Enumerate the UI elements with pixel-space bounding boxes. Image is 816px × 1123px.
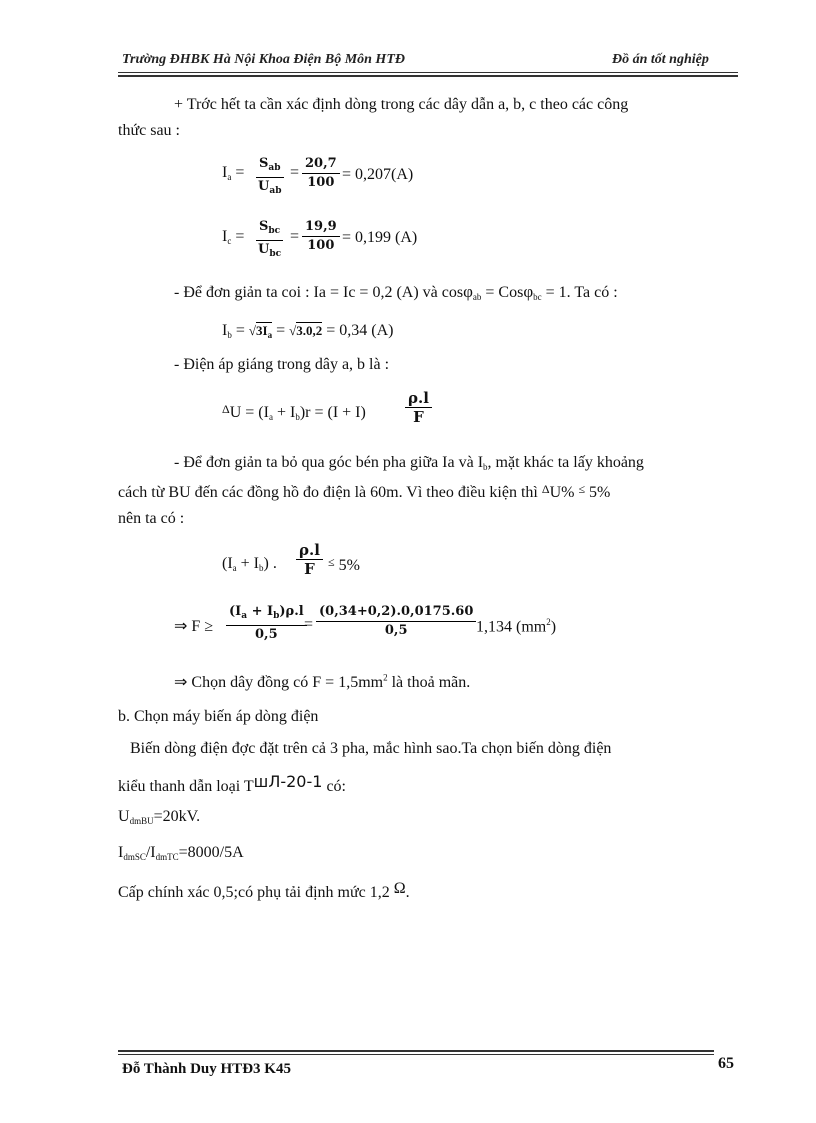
equation-ia-result: = 0,207(A): [342, 166, 414, 183]
sqrt-3ia: $√3I_a$: [248, 323, 273, 340]
equation-f: ⇒ F ≥: [174, 618, 214, 635]
equation-condition: $(I_a + I_b)$ .: [222, 555, 277, 573]
footer-rule: [118, 1050, 714, 1052]
u-rated: $U_{dmBU}=20kV$.: [118, 808, 201, 826]
equation-delta-u: $^\Delta U = (I_a + I_b)r = (I + I)$: [222, 402, 366, 422]
para-4-line-1: - Để đơn giản ta bỏ qua góc bén pha giữa Ia và $I_b$, mặt khác ta lấy khoảng: [174, 454, 644, 472]
footer-rule-2: [118, 1054, 714, 1055]
para-3: - Điện áp giáng trong dây a, b là :: [174, 356, 390, 373]
fraction-19-9: $\frac{19,9}{100}$: [302, 219, 340, 254]
equation-ia-eq: =: [290, 164, 300, 181]
header-right: Đồ án tốt nghiệp: [612, 52, 709, 67]
fraction-rho-l-f-1: $\frac{\rho.l}{F}$: [405, 390, 432, 425]
sqrt-3-0-2: √3.0,2: [289, 323, 323, 338]
header-left: Trường ĐHBK Hà Nội Khoa Điện Bộ Môn HTĐ: [122, 52, 405, 67]
footer-author: Đỗ Thành Duy HTĐ3 K45: [122, 1061, 291, 1077]
equation-ic-result: = 0,199 (A): [342, 229, 418, 246]
para-5: ⇒ Chọn dây đồng có $F = 1,5mm^2$ là thoả mãn.: [174, 672, 471, 691]
page-number: 65: [718, 1055, 734, 1072]
accuracy-line: Cấp chính xác 0,5;có phụ tải định mức 1,2 Ω.: [118, 880, 410, 901]
condition-le-5pct: ≤ 5%: [328, 555, 360, 574]
para-6-line-2: kiểu thanh dẫn loại TшЛ-20-1 có:: [118, 772, 346, 795]
equation-ic: $I_c$ =: [222, 228, 245, 246]
para-6-line-1: Biến dòng điện đợc đặt trên cả 3 pha, mắc hình sao.Ta chọn biến dòng điện: [130, 740, 612, 757]
fraction-f-numeric: $\frac{(0,34+0,2).0,0175.60}{0,5}$: [316, 604, 476, 639]
fraction-sbc-ubc: $S_{bc}$ $U_{bc}$: [256, 219, 283, 262]
fraction-f-symbolic: $\frac{(I_a + I_b)\rho.l}{0,5}$: [226, 604, 307, 643]
fraction-sab-uab: $S_{ab}$ $U_{ab}$: [256, 156, 284, 199]
equation-f-eq: =: [304, 616, 314, 633]
fraction-20-7: $\frac{20,7}{100}$: [302, 156, 340, 191]
equation-ib: $I_b = √3I_a = √3.0,2 = 0,34$ (A): [222, 322, 394, 340]
para-2: - Để đơn giản ta coi : Ia = Ic = 0,2 (A) và cosφ$_{ab}$ = Cosφ$_{bc}$ = 1. Ta có :: [174, 282, 618, 302]
para-4-line-3: nên ta có :: [118, 510, 185, 527]
para-4-line-2: cách từ BU đến các đồng hồ đo điện là 60m. Vì theo điều kiện thì $^\Delta$U% ≤ 5%: [118, 482, 611, 501]
section-b-heading: b. Chọn máy biến áp dòng điện: [118, 708, 319, 725]
equation-ia: $I_a$ =: [222, 164, 245, 182]
para-1-line-2: thức sau :: [118, 122, 180, 139]
header-rule: [118, 72, 738, 73]
para-1-line-1: + Trớc hết ta cần xác định dòng trong các dây dẫn a, b, c theo các công: [174, 96, 629, 113]
header-rule-2: [118, 75, 738, 77]
fraction-rho-l-f-2: $\frac{\rho.l}{F}$: [296, 542, 323, 577]
equation-f-result: 1,134 $(mm^2)$: [476, 617, 557, 636]
i-ratio: $I_{dmSC}/I_{dmTC}=8000/5A$: [118, 844, 244, 862]
equation-ic-eq: =: [290, 228, 300, 245]
